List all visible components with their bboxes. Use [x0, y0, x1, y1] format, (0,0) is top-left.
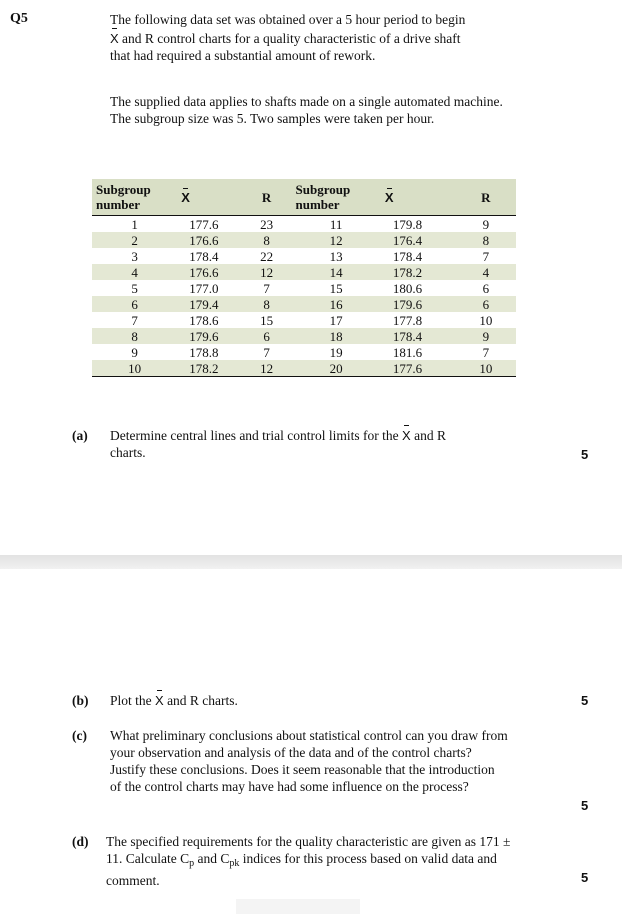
- cell-xbar: 177.6: [381, 360, 456, 377]
- table-header-row: [92, 179, 516, 216]
- x-bar-symbol: X: [155, 693, 164, 708]
- header-xbar-2: X: [381, 179, 456, 216]
- cell-xbar: 176.4: [381, 232, 456, 248]
- cell-xbar: 176.6: [177, 264, 241, 280]
- cell-range: 7: [482, 248, 490, 264]
- part-b-text: Plot the X and R charts.: [110, 693, 238, 708]
- cell-range: 12: [242, 264, 292, 280]
- cell-xbar: 178.2: [381, 264, 456, 280]
- table-row: [92, 312, 516, 328]
- part-b-label: (b): [72, 693, 89, 708]
- part-c-label: (c): [72, 728, 87, 743]
- cell-range: 9: [456, 328, 516, 344]
- part-d-text: The specified requirements for the quality characteristic are given as 171 ± 11. Calculate $C_p$ and $C_{pk}$ indices for this process based on valid data and comment.: [106, 834, 511, 888]
- cell-subgroup: 5: [131, 280, 138, 296]
- data-description-paragraph: The supplied data applies to shafts made on a single automated machine. The subgroup size was 5. Two samples were taken per hour.: [110, 94, 503, 126]
- bottom-edge: [236, 899, 360, 914]
- cell-range: 7: [263, 344, 270, 360]
- cell-subgroup: 10: [92, 360, 177, 377]
- cell-xbar: 177.0: [189, 280, 219, 296]
- intro-line-1: The following data set was obtained over a 5 hour period to begin: [110, 12, 466, 27]
- part-b-marks: 5: [581, 693, 589, 708]
- cell-subgroup: 6: [92, 296, 177, 312]
- cell-range: 7: [482, 344, 490, 360]
- table-row: [92, 232, 516, 248]
- x-bar-symbol: X: [402, 428, 411, 443]
- cell-subgroup: 12: [292, 232, 381, 248]
- cell-subgroup: 15: [329, 280, 343, 296]
- cell-xbar: 180.6: [392, 280, 423, 296]
- cell-subgroup: 17: [329, 312, 343, 328]
- cell-subgroup: 18: [292, 328, 381, 344]
- part-c-marks: 5: [581, 798, 589, 813]
- cell-range: 6: [242, 328, 292, 344]
- header-range-2: R: [456, 179, 516, 216]
- cell-range: 6: [482, 280, 490, 296]
- cell-xbar: 178.2: [177, 360, 241, 377]
- cell-subgroup: 16: [292, 296, 381, 312]
- table-row: [92, 280, 516, 296]
- cell-subgroup: 3: [131, 248, 138, 264]
- cell-range: 7: [263, 280, 270, 296]
- header-xbar-1: X: [177, 179, 241, 216]
- cell-subgroup: 13: [329, 248, 343, 264]
- cell-xbar: 179.4: [177, 296, 241, 312]
- intro-line-3: that had required a substantial amount of rework.: [110, 48, 376, 63]
- cell-range: 12: [242, 360, 292, 377]
- cell-xbar: 179.6: [177, 328, 241, 344]
- part-a-text: Determine central lines and trial control limits for the X and R charts.: [110, 428, 446, 460]
- cell-xbar: 179.8: [392, 216, 423, 232]
- cell-range: 9: [482, 216, 490, 232]
- part-a-label: (a): [72, 428, 88, 443]
- cell-range: 6: [456, 296, 516, 312]
- intro-paragraph: [110, 11, 530, 64]
- table-row: [92, 328, 516, 344]
- cell-range: 8: [242, 296, 292, 312]
- table-row: [92, 264, 516, 280]
- cell-range: 8: [456, 232, 516, 248]
- cell-xbar: 178.4: [392, 248, 423, 264]
- table-row: [92, 248, 516, 264]
- cell-range: 10: [479, 312, 493, 328]
- table-row: [92, 344, 516, 360]
- intro-line-2: X and R control charts for a quality characteristic of a drive shaft: [110, 31, 461, 46]
- part-a-marks: 5: [581, 447, 589, 462]
- table-row: [92, 360, 516, 377]
- cell-range: 8: [242, 232, 292, 248]
- cell-range: 15: [260, 312, 274, 328]
- cell-xbar: 179.6: [381, 296, 456, 312]
- part-d-label: (d): [72, 834, 89, 849]
- cell-xbar: 178.6: [189, 312, 219, 328]
- cell-range: 22: [260, 248, 274, 264]
- data-table: [92, 179, 516, 377]
- cell-xbar: 178.8: [189, 344, 219, 360]
- question-number: Q5: [10, 11, 28, 26]
- cell-subgroup: 1: [131, 216, 138, 232]
- cell-subgroup: 4: [92, 264, 177, 280]
- cell-xbar: 177.6: [189, 216, 219, 232]
- cell-range: 4: [456, 264, 516, 280]
- page-break-divider: [0, 555, 622, 569]
- cell-xbar: 177.8: [392, 312, 423, 328]
- part-d-marks: 5: [581, 870, 589, 885]
- cell-range: 23: [260, 216, 274, 232]
- cell-subgroup: 9: [131, 344, 138, 360]
- cell-subgroup: 14: [292, 264, 381, 280]
- cell-xbar: 178.4: [189, 248, 219, 264]
- cell-subgroup: 20: [292, 360, 381, 377]
- cell-xbar: 181.6: [392, 344, 423, 360]
- cell-xbar: 178.4: [381, 328, 456, 344]
- header-subgroup-number-1: Subgroup number: [92, 179, 177, 216]
- part-c-text: What preliminary conclusions about statistical control can you draw from your observation and analysis of the data and of the control charts? Justify these conclusions. Does it seem reasonable that the introduction of the control charts may have had some influence on the process?: [110, 728, 508, 794]
- header-subgroup-number-2: Subgroup number: [292, 179, 381, 216]
- x-bar-symbol: X: [110, 31, 119, 46]
- table-row: [92, 216, 516, 233]
- cell-subgroup: 7: [131, 312, 138, 328]
- table-row: [92, 296, 516, 312]
- cell-subgroup: 19: [329, 344, 343, 360]
- cell-range: 10: [456, 360, 516, 377]
- cell-xbar: 176.6: [177, 232, 241, 248]
- cell-subgroup: 11: [329, 216, 343, 232]
- header-range-1: R: [242, 179, 292, 216]
- cell-subgroup: 2: [92, 232, 177, 248]
- cell-subgroup: 8: [92, 328, 177, 344]
